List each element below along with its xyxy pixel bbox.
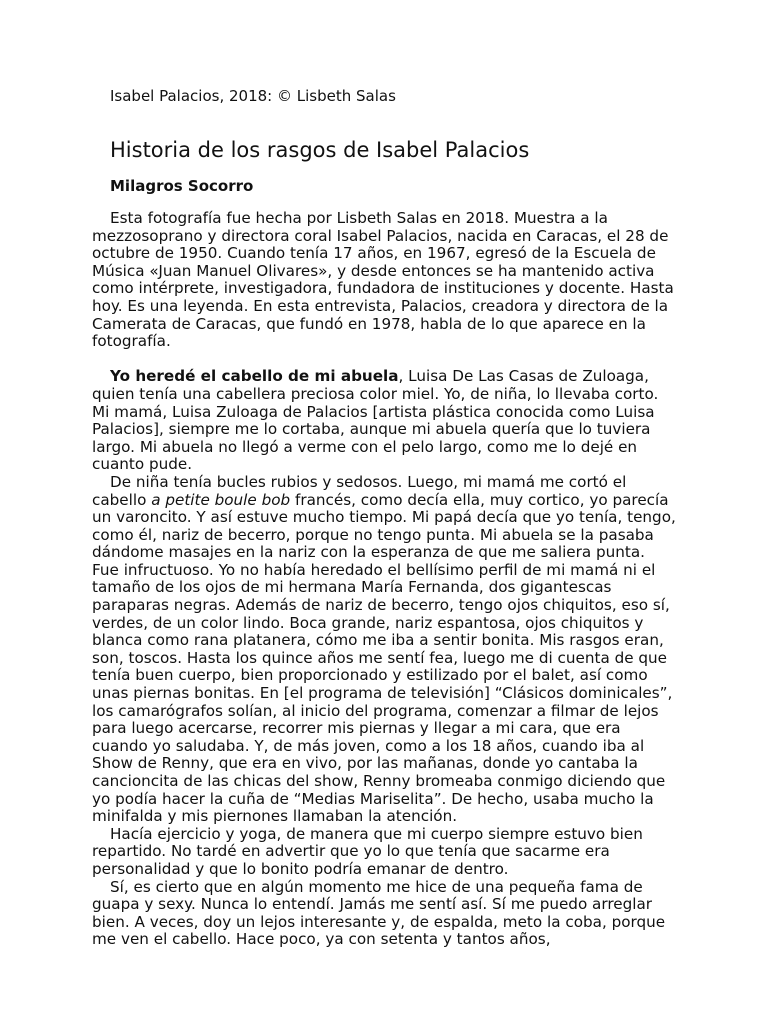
- paragraph-text: , Luisa De Las Casas de Zuloaga, quien tenía una cabellera preciosa color miel. Yo, de niña, lo llevaba corto. Mi mamá, Luisa Zuloaga de Palacios [artista plástica conocida como Luisa Palacios], siempre me lo cortaba, aunque mi abuela quería que lo tuviera largo. Mi abuela no llegó a verme con el pelo largo, como me lo dejé en cuanto pude.: [92, 367, 659, 474]
- article-title: Historia de los rasgos de Isabel Palacios: [110, 138, 530, 162]
- paragraph-text-before: De niña tenía bucles rubios y sedosos. Luego, mi mamá me cortó el cabello: [92, 472, 627, 509]
- paragraph-childhood: [92, 474, 676, 826]
- photo-caption: Isabel Palacios, 2018: © Lisbeth Salas: [110, 87, 396, 105]
- paragraph-fame: Sí, es cierto que en algún momento me hice de una pequeña fama de guapa y sexy. Nunca lo entendí. Jamás me sentí así. Sí me puedo arreglar bien. A veces, doy un lejos interesante y, de espalda, meto la coba, porque me ven el cabello. Hace poco, ya con setenta y tantos años,: [92, 877, 666, 949]
- paragraph-hair: [92, 368, 676, 474]
- paragraph-intro: Esta fotografía fue hecha por Lisbeth Salas en 2018. Muestra a la mezzosoprano y directora coral Isabel Palacios, nacida en Caracas, el 28 de octubre de 1950. Cuando tenía 17 años, en 1967, egresó de la Escuela de Música «Juan Manuel Olivares», y desde entonces se ha mantenido activa como intérprete, investigadora, fundadora de instituciones y docente. Hasta hoy. Es una leyenda. En esta entrevista, Palacios, creadora y directora de la Camerata de Caracas, que fundó en 1978, habla de lo que aparece en la fotografía.: [92, 209, 674, 351]
- paragraph-text-after: francés, como decía ella, muy cortico, yo parecía un varoncito. Y así estuve mucho tiempo. Mi papá decía que yo tenía, tengo, como él, nariz de becerro, porque no tengo punta. Mi abuela se la pasaba dándome masajes en la nariz con la esperanza de que me saliera punta. Fue infructuoso. Yo no había heredado el bellísimo perfil de mi mamá ni el tamaño de los ojos de mi hermana María Fernanda, dos gigantescas paraparas negras. Además de nariz de becerro, tengo ojos chiquitos, eso sí, verdes, de un color lindo. Boca grande, nariz espantosa, ojos chiquitos y blanca como rana platanera, cómo me iba a sentir bonita. Mis rasgos eran, son, toscos. Hasta los quince años me sentí fea, luego me di cuenta de que tenía buen cuerpo, bien proporcionado y estilizado por el balet, así como unas piernas bonitas. En [el programa de televisión] “Clásicos dominicales”, los camarógrafos solían, al inicio del programa, comenzar a filmar de lejos para luego acercarse, recorrer mis piernas y llegar a mi cara, que era cuando yo saludaba. Y, de más joven, como a los 18 años, cuando iba al Show de Renny, que era en vivo, por las mañanas, donde yo cantaba la cancioncita de las chicas del show, Renny bromeaba conmigo diciendo que yo podía hacer la cuña de “Medias Mariselita”. De hecho, usaba mucho la minifalda y mis piernones llamaban la atención.: [92, 490, 676, 826]
- paragraph-lead-text: Yo heredé el cabello de mi abuela: [110, 367, 399, 386]
- article-author: Milagros Socorro: [110, 177, 254, 195]
- article-body: [92, 210, 676, 949]
- paragraph-exercise: Hacía ejercicio y yoga, de manera que mi cuerpo siempre estuvo bien repartido. No tardé en advertir que yo lo que tenía que sacarme era personalidad y que lo bonito podría emanar de dentro.: [92, 824, 643, 878]
- paragraph-italic-phrase: a petite boule bob: [151, 490, 291, 509]
